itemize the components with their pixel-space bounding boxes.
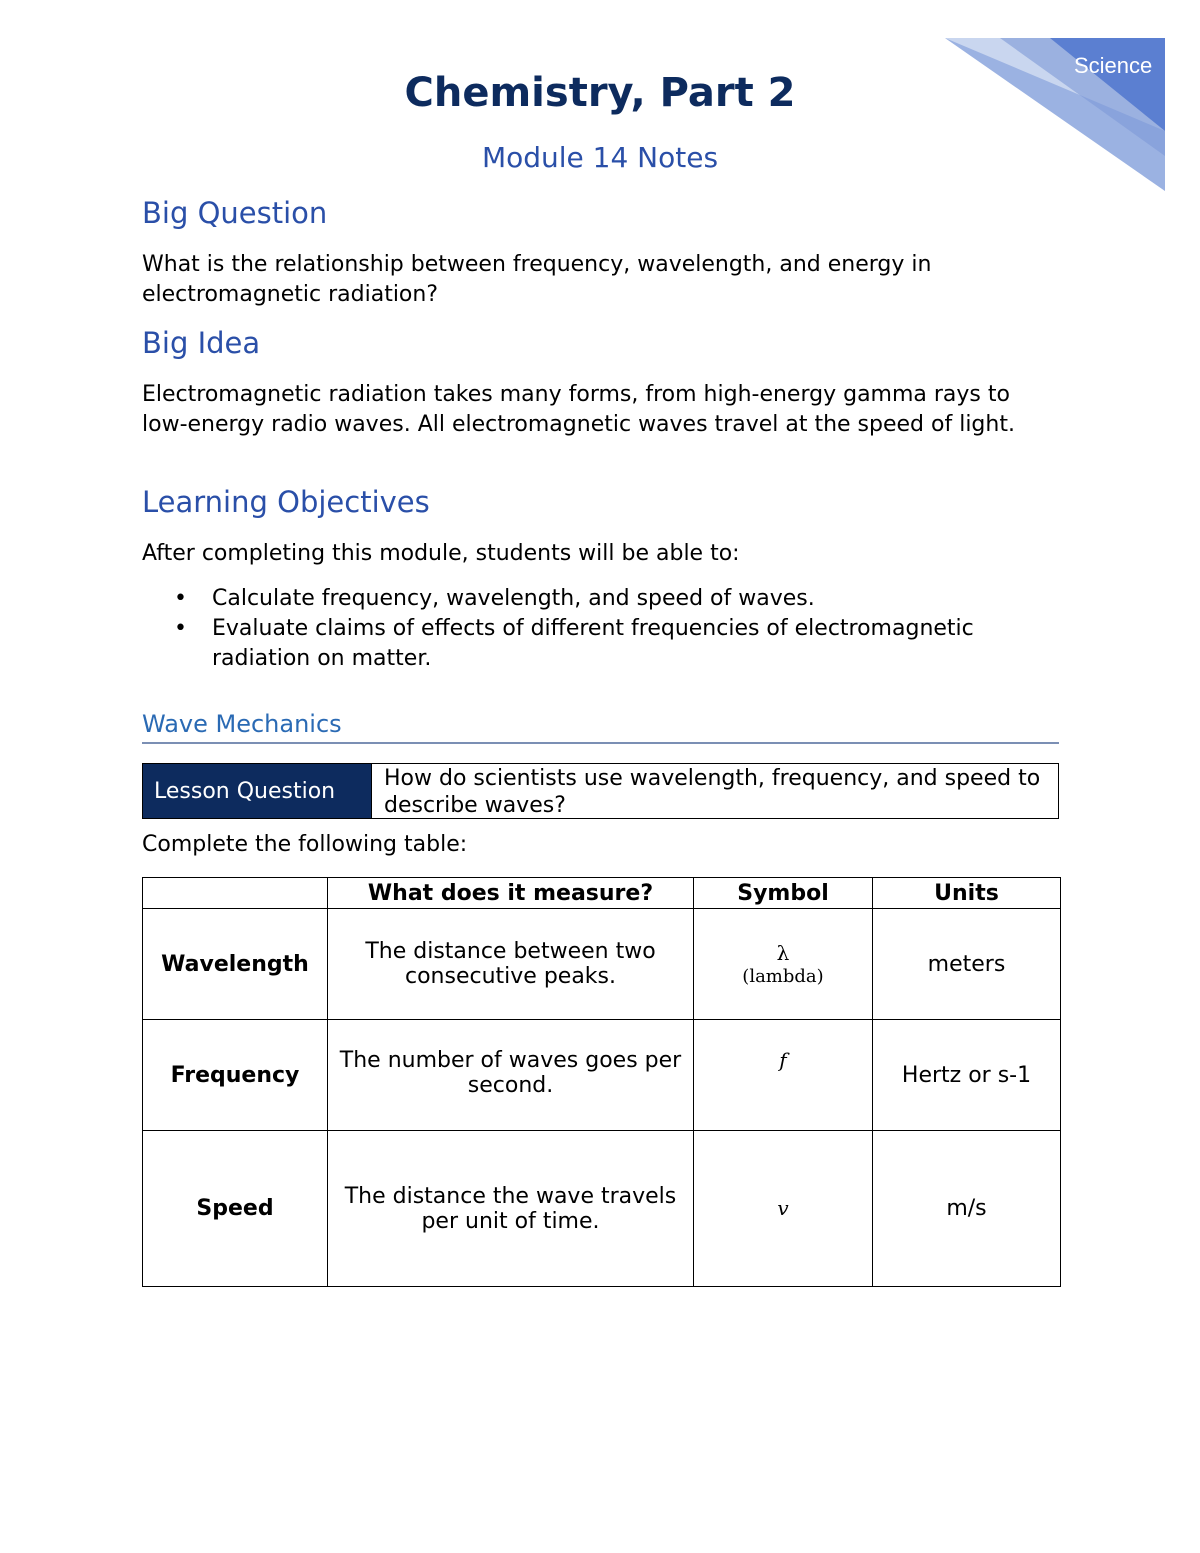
lesson-question-text: How do scientists use wavelength, frequency, and speed to describe waves? xyxy=(384,766,1041,818)
symbol: v xyxy=(777,1196,789,1220)
objectives-intro: After completing this module, students will be able to: xyxy=(142,541,740,566)
table-header-row xyxy=(143,878,1061,909)
bullet-icon: • xyxy=(174,586,187,611)
term-cell: Speed xyxy=(143,1131,328,1287)
subject-badge: Science xyxy=(1074,53,1153,78)
symbol-cell xyxy=(694,1020,873,1131)
header-cell: Units xyxy=(873,878,1061,909)
lesson-question-label: Lesson Question xyxy=(143,764,372,818)
term-cell: Frequency xyxy=(143,1020,328,1131)
list-item xyxy=(142,584,1062,614)
section-divider xyxy=(142,742,1059,744)
header-cell xyxy=(143,878,328,909)
big-idea-text: Electromagnetic radiation takes many forms, from high-energy gamma rays to low-energy radio waves. All electromagnetic waves travel at the speed of light. xyxy=(142,382,1015,437)
section-title: Wave Mechanics xyxy=(142,710,342,738)
bullet-icon: • xyxy=(174,616,187,641)
table-row xyxy=(143,1131,1061,1287)
measure-cell: The distance the wave travels per unit of time. xyxy=(328,1131,694,1287)
units-cell: Hertz or s-1 xyxy=(873,1020,1061,1131)
objective-text: Calculate frequency, wavelength, and speed of waves. xyxy=(212,586,815,611)
units-cell: m/s xyxy=(873,1131,1061,1287)
objective-text: Evaluate claims of effects of different frequencies of electromagnetic radiation on matter. xyxy=(212,616,974,671)
big-question-text: What is the relationship between frequency, wavelength, and energy in electromagnetic radiation? xyxy=(142,252,932,307)
page-subtitle: Module 14 Notes xyxy=(481,141,719,174)
table-row xyxy=(143,909,1061,1020)
page-title: Chemistry, Part 2 xyxy=(404,70,796,116)
units-cell: meters xyxy=(873,909,1061,1020)
symbol-cell xyxy=(694,1131,873,1287)
table-row xyxy=(143,1020,1061,1131)
header-cell: What does it measure? xyxy=(328,878,694,909)
symbol-note: (lambda) xyxy=(742,966,824,987)
big-question-heading: Big Question xyxy=(142,196,328,230)
symbol: f xyxy=(779,1048,787,1072)
objectives-list xyxy=(142,584,1062,674)
symbol: λ xyxy=(776,941,790,965)
term-cell: Wavelength xyxy=(143,909,328,1020)
measure-cell: The number of waves goes per second. xyxy=(328,1020,694,1131)
header-cell: Symbol xyxy=(694,878,873,909)
list-item xyxy=(142,614,1062,674)
lesson-question-box xyxy=(142,763,1059,819)
wave-properties-table xyxy=(142,877,1061,1287)
learning-objectives-heading: Learning Objectives xyxy=(142,485,430,519)
big-idea-heading: Big Idea xyxy=(142,326,261,360)
measure-cell: The distance between two consecutive peaks. xyxy=(328,909,694,1020)
symbol-cell xyxy=(694,909,873,1020)
table-instruction: Complete the following table: xyxy=(142,832,468,857)
